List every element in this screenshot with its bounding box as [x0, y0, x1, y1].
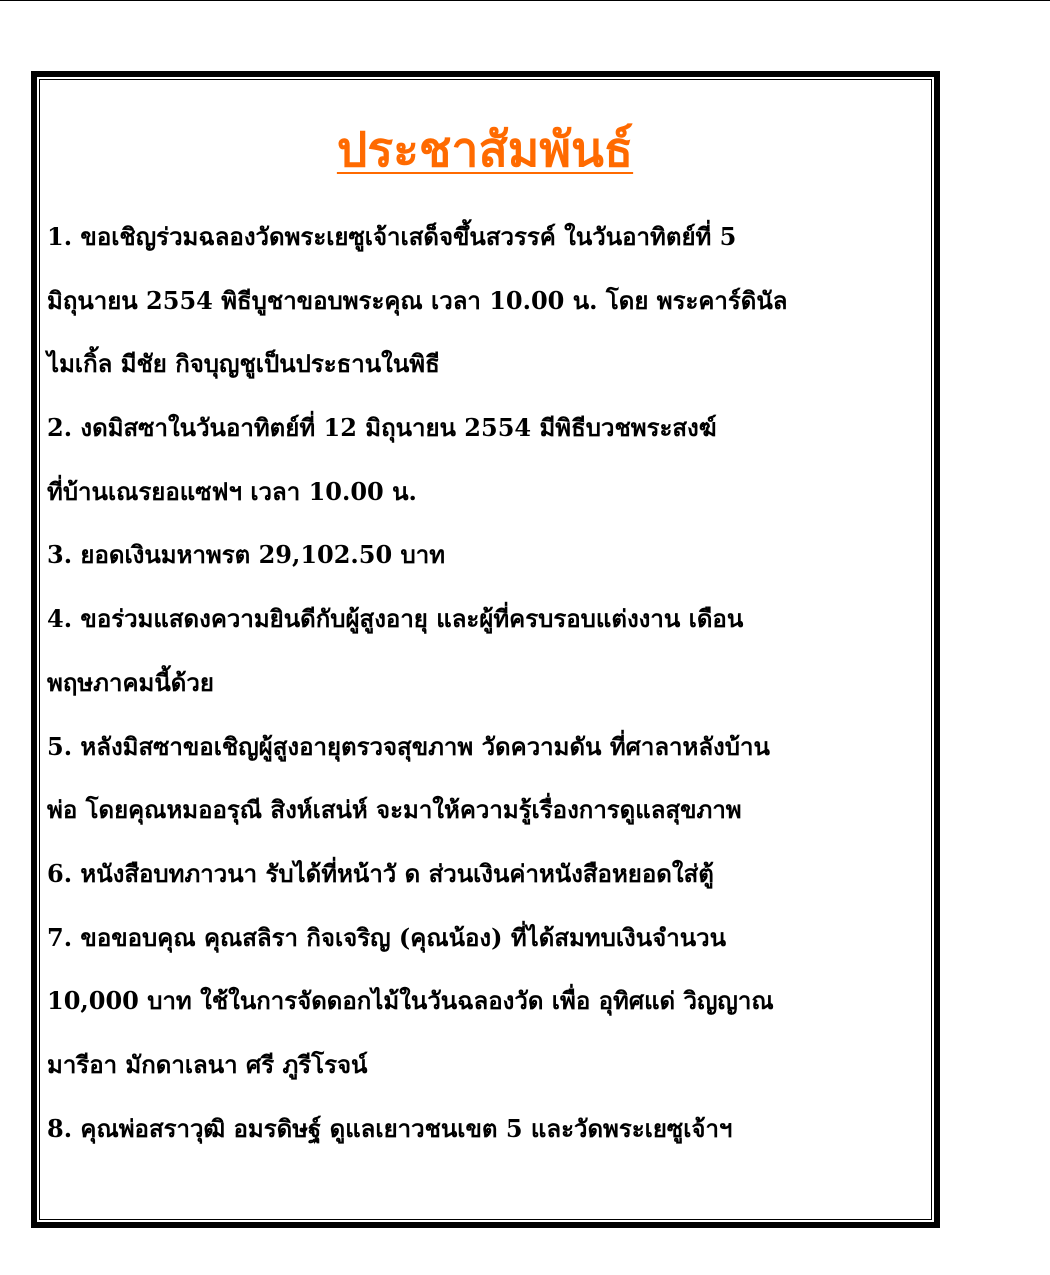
notice-line-13: 10,000 บาท ใช้ในการจัดดอกไม้ในวันฉลองวัด เพื่อ อุทิศแด่ วิญญาณ [47, 986, 774, 1016]
notice-line-5: ที่บ้านเณรยอแซฟฯ เวลา 10.00 น. [47, 476, 417, 506]
notice-line-1: 1. ขอเชิญร่วมฉลองวัดพระเยซูเจ้าเสด็จขึ้นสวรรค์ ในวันอาทิตย์ที่ 5 [47, 222, 737, 251]
notice-lines [47, 205, 927, 1160]
notice-line-10: พ่อ โดยคุณหมออรุณี สิงห์เสน่ห์ จะมาให้ความรู้เรื่องการดูแลสุขภาพ [47, 795, 742, 825]
notice-line-11: 6. หนังสือบทภาวนา รับได้ที่หน้าวั ด ส่วนเงินค่าหนังสือหยอดใส่ตู้ [47, 858, 714, 888]
top-rule [0, 0, 1050, 1]
notice-title: ประชาสัมพันธ์ [336, 122, 634, 178]
notice-line-4: 2. งดมิสซาในวันอาทิตย์ที่ 12 มิถุนายน 2554 มีพิธีบวชพระสงฆ์ [47, 413, 717, 443]
notice-line-3: ไมเกิ้ล มีชัย กิจบุญชูเป็นประธานในพิธี [47, 349, 440, 379]
notice-line-7: 4. ขอร่วมแสดงความยินดีกับผู้สูงอายุ และผู้ที่ครบรอบแต่งงาน เดือน [47, 604, 744, 634]
notice-line-9: 5. หลังมิสซาขอเชิญผู้สูงอายุตรวจสุขภาพ วัดความดัน ที่ศาลาหลังบ้าน [47, 731, 770, 761]
notice-line-15: 8. คุณพ่อสราวุฒิ อมรดิษฐ์ ดูแลเยาวชนเขต 5 และวัดพระเยซูเจ้าฯ [47, 1113, 733, 1143]
notice-line-6: 3. ยอดเงินมหาพรต 29,102.50 บาท [47, 540, 446, 570]
notice-line-12: 7. ขอขอบคุณ คุณสลิรา กิจเจริญ (คุณน้อง) ที่ได้สมทบเงินจำนวน [47, 922, 726, 952]
notice-line-8: พฤษภาคมนี้ด้วย [47, 667, 214, 697]
notice-line-14: มารีอา มักดาเลนา ศรี ภูรีโรจน์ [47, 1049, 368, 1079]
notice-line-2: มิถุนายน 2554 พิธีบูชาขอบพระคุณ เวลา 10.00 น. โดย พระคาร์ดินัล [47, 285, 788, 315]
